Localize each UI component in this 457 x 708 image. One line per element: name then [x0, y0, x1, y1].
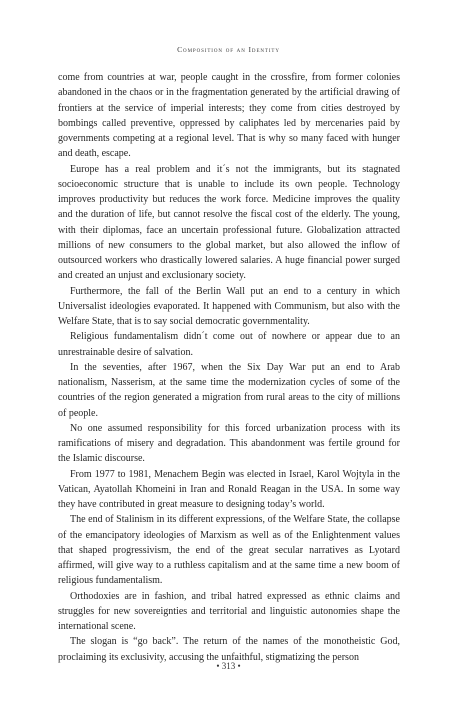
paragraph: Orthodoxies are in fashion, and tribal hatred expressed as ethnic claims and struggles for new sovereignties and territorial and linguistic autonomies shape the international scene.	[58, 590, 400, 632]
body-text	[58, 70, 400, 665]
paragraph: The slogan is “go back”. The return of the names of the monotheistic God, proclaiming its exclusivity, accusing the unfaithful, stigmatizing the person	[58, 636, 400, 663]
page-number: • 313 •	[216, 661, 241, 671]
paragraph: Europe has a real problem and it´s not the immigrants, but its stagnated socioeconomic structure that is unable to include its own people. Technology improves productivity but reduces the work force. Medicine improves the quality and the duration of life, but cannot resolve the fiscal cost of the elderly. The young, with their diplomas, face an uncertain professional future. Globalization attracted millions of new consumers to the global market, but also allowed the inflow of outsourced workers who drastically lowered salaries. A huge financial power surged and created an unjust and exclusionary society.	[58, 163, 400, 282]
paragraph: In the seventies, after 1967, when the Six Day War put an end to Arab nationalism, Nasserism, at the same time the modernization cycles of some of the countries of the region generated a migration from rural areas to the city of millions of people.	[58, 361, 400, 419]
paragraph: The end of Stalinism in its different expressions, of the Welfare State, the collapse of the emancipatory ideologies of Marxism as well as of the Enlightenment values that shaped progressivism, the end of the great secular narratives as Lyotard affirmed, will give way to a ruthless capitalism and at the same time a new boom of religious fundamentalism.	[58, 514, 400, 587]
paragraph: From 1977 to 1981, Menachem Begin was elected in Israel, Karol Wojtyla in the Vatican, Ayatollah Khomeini in Iran and Ronald Reagan in the USA. In some way they have contributed in great measure to designing today’s world.	[58, 468, 400, 510]
running-head: Composition of an Identity	[177, 45, 280, 54]
paragraph: Religious fundamentalism didn´t come out of nowhere or appear due to an unrestrainable desire of salvation.	[58, 331, 400, 358]
paragraph: Furthermore, the fall of the Berlin Wall put an end to a century in which Universalist ideologies evaporated. It happened with Communism, but also with the Welfare State, that is to say social democratic governmentality.	[58, 285, 400, 327]
paragraph: No one assumed responsibility for this forced urbanization process with its ramifications of misery and degradation. This abandonment was fertile ground for the Islamic discourse.	[58, 422, 400, 465]
paragraph: come from countries at war, people caught in the crossfire, from former colonies abandoned in the chaos or in the fragmentation generated by the artificial drawing of frontiers at the service of imperial interests; they come from cities destroyed by bombings called preventive, oppressed by caliphates led by mercenaries paid by governments competing at a regional level. That is why so many faced with hunger and death, escape.	[58, 72, 400, 160]
